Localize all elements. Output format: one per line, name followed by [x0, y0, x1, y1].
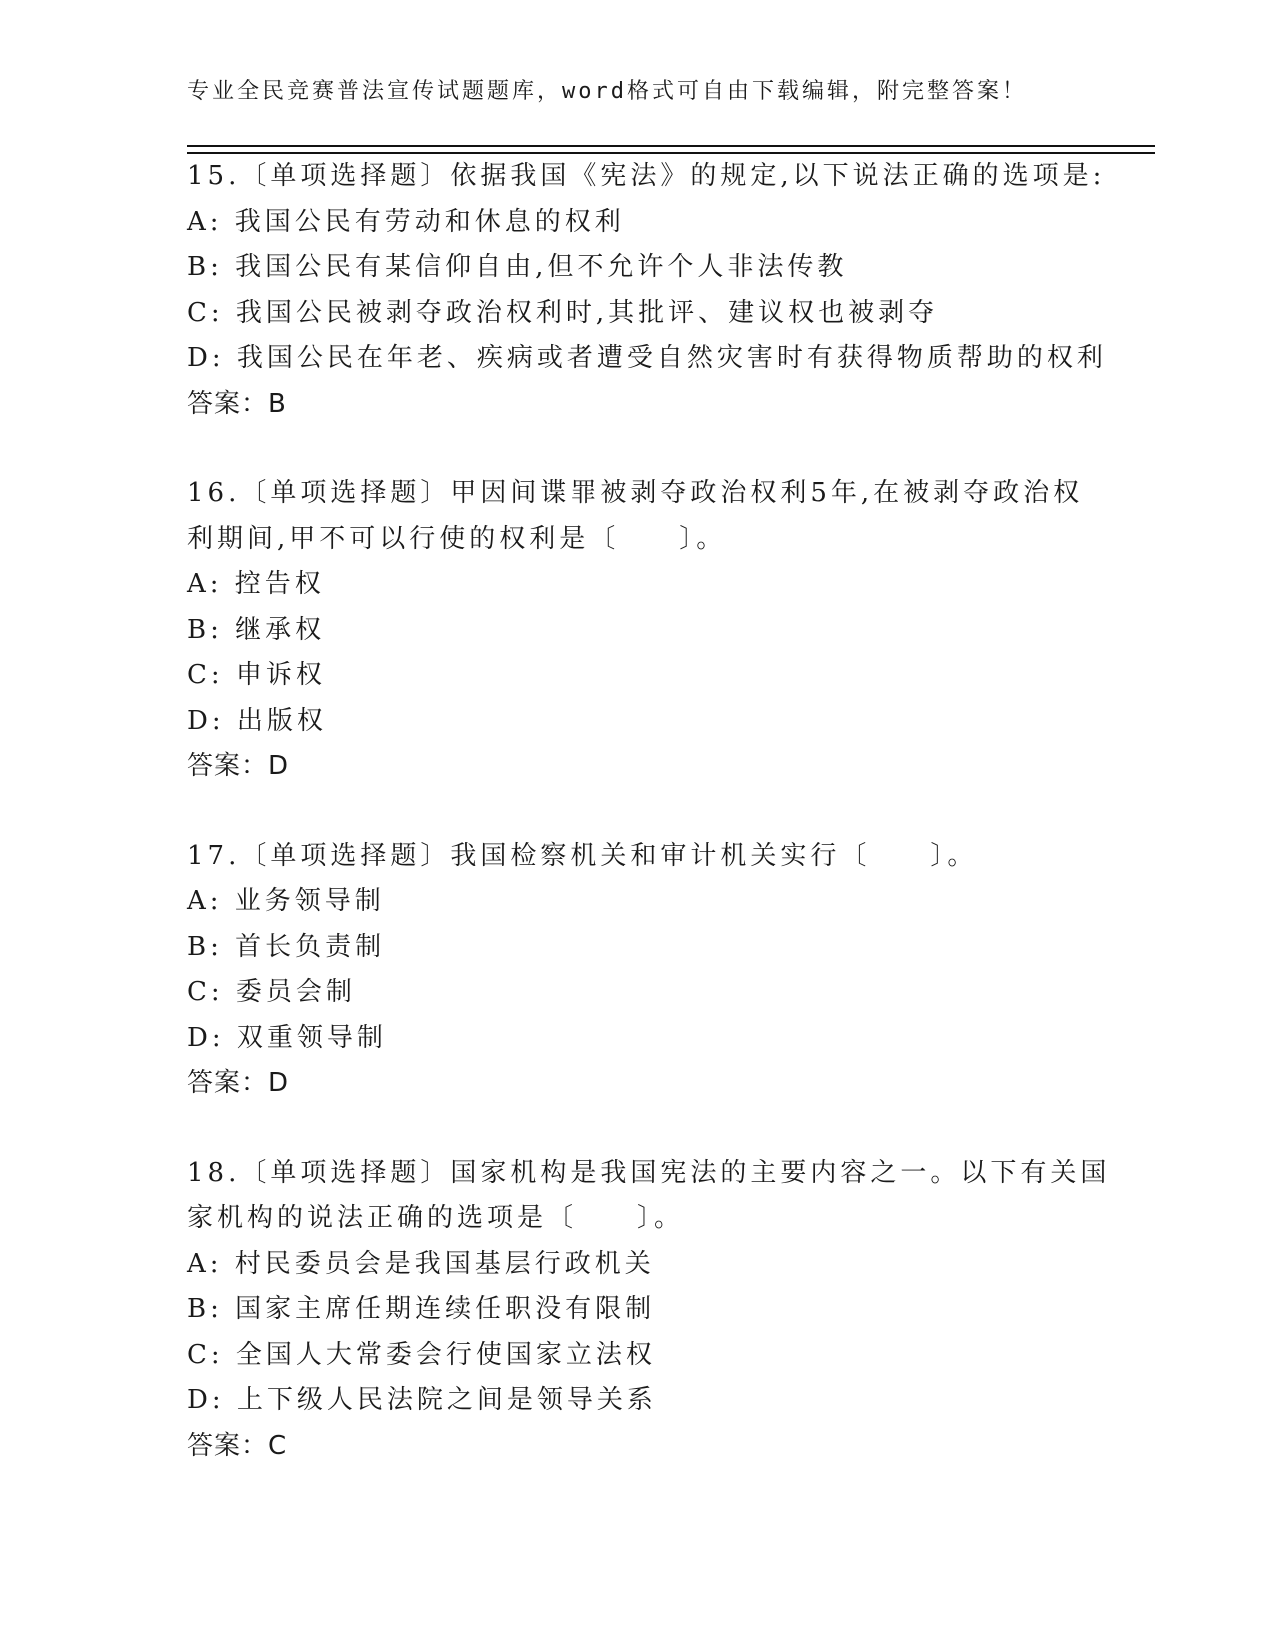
- option-c: C: 全国人大常委会行使国家立法权: [187, 1339, 656, 1370]
- option-c: C: 委员会制: [187, 977, 356, 1007]
- question-stem-continued: 利期间,甲不可以行使的权利是〔 〕。: [187, 523, 727, 554]
- option-b: B: 国家主席任期连续任职没有限制: [187, 1294, 656, 1324]
- option-d: D: 双重领导制: [187, 1022, 387, 1053]
- option-c: C: 我国公民被剥夺政治权利时,其批评、建议权也被剥夺: [187, 297, 939, 328]
- option-d: D: 出版权: [187, 705, 327, 736]
- option-a: A: 控告权: [187, 569, 325, 599]
- option-b: B: 我国公民有某信仰自由,但不允许个人非法传教: [187, 252, 848, 282]
- option-a: A: 村民委员会是我国基层行政机关: [187, 1248, 655, 1279]
- option-b: B: 继承权: [187, 614, 326, 645]
- answer-line: 答案：D: [187, 1068, 290, 1098]
- question-stem: 17.〔单项选择题〕我国检察机关和审计机关实行〔 〕。: [187, 840, 978, 871]
- question-15: [187, 154, 1107, 427]
- question-stem: 18.〔单项选择题〕国家机构是我国宪法的主要内容之一。以下有关国: [187, 1157, 1111, 1188]
- question-16: [187, 471, 1107, 790]
- question-list: [187, 154, 1111, 1513]
- header-divider: [187, 145, 1155, 154]
- option-c: C: 申诉权: [187, 660, 326, 690]
- answer-line: 答案：C: [187, 1430, 288, 1461]
- option-d: D: 上下级人民法院之间是领导关系: [187, 1385, 657, 1415]
- question-stem-continued: 家机构的说法正确的选项是〔 〕。: [187, 1203, 685, 1233]
- answer-line: 答案：D: [187, 751, 290, 781]
- answer-line: 答案：B: [187, 388, 287, 419]
- question-stem: 16.〔单项选择题〕甲因间谍罪被剥夺政治权利5年,在被剥夺政治权: [187, 478, 1084, 508]
- page-header: 专业全民竞赛普法宣传试题题库，word格式可自由下载编辑，附完整答案！: [187, 79, 1027, 104]
- question-18: [187, 1151, 1111, 1470]
- option-a: A: 业务领导制: [187, 886, 385, 916]
- option-b: B: 首长负责制: [187, 931, 386, 962]
- option-a: A: 我国公民有劳动和休息的权利: [187, 206, 625, 237]
- question-stem: 15.〔单项选择题〕依据我国《宪法》的规定,以下说法正确的选项是:: [187, 161, 1106, 191]
- option-d: D: 我国公民在年老、疾病或者遭受自然灾害时有获得物质帮助的权利: [187, 343, 1107, 373]
- question-17: [187, 834, 1107, 1107]
